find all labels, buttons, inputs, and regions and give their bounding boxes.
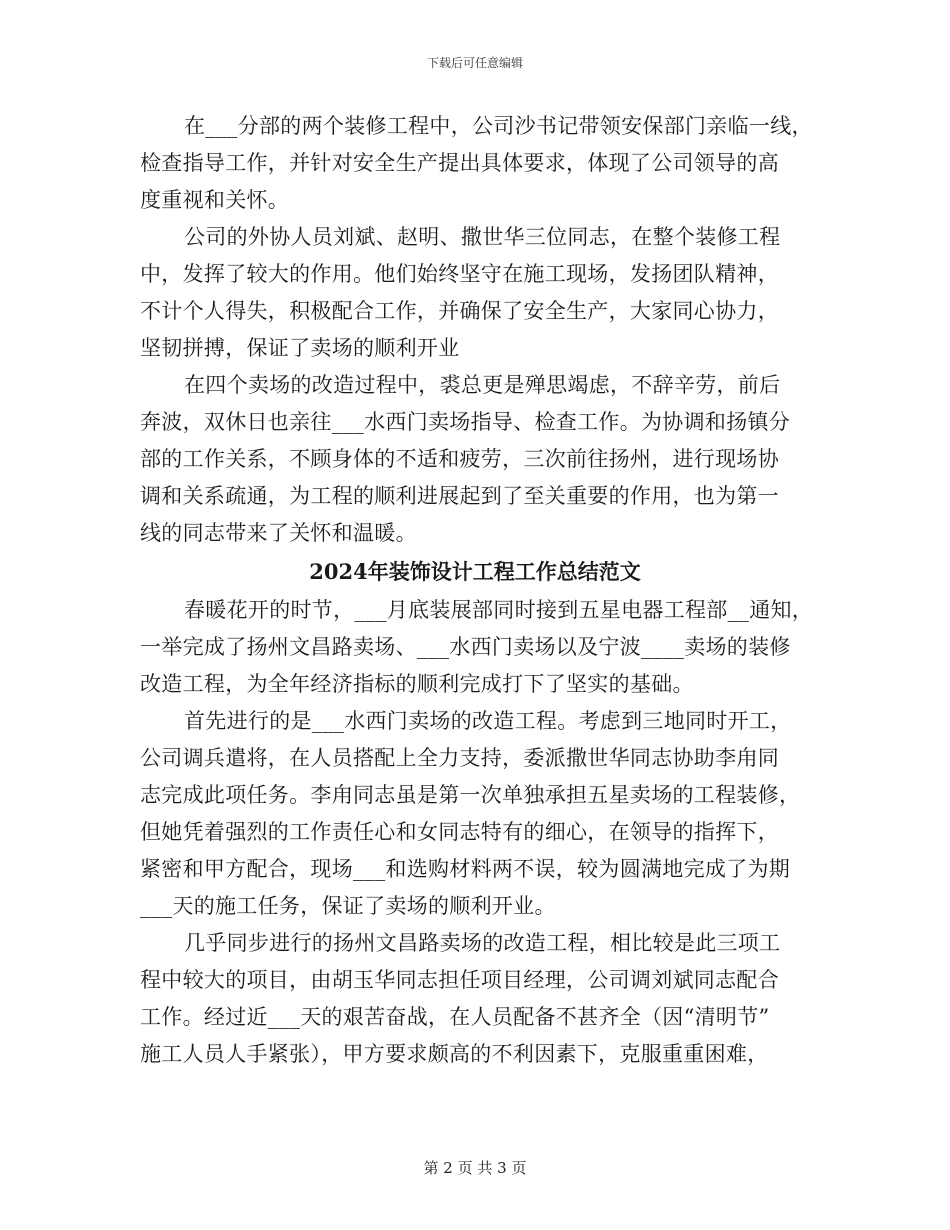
- paragraph-line: 几乎同步进行的扬州文昌路卖场的改造工程，相比较是此三项工: [184, 931, 781, 955]
- paragraph: [140, 367, 810, 552]
- paragraph-line: 度重视和关怀。: [140, 188, 290, 212]
- paragraph-line: 紧密和甲方配合，现场___和选购材料两不误，较为圆满地完成了为期: [140, 857, 791, 881]
- page-number: 第 2 页 共 3 页: [423, 1159, 527, 1177]
- paragraph-line: 工作。经过近___天的艰苦奋战，在人员配备不甚齐全（因“清明节”: [140, 1005, 770, 1029]
- paragraphs-bottom: [140, 592, 814, 1073]
- paragraph: [140, 925, 810, 1073]
- paragraph-line: 部的工作关系，不顾身体的不适和疲劳，三次前往扬州，进行现场协: [140, 447, 779, 471]
- paragraph-line: 调和关系疏通，为工程的顺利进展起到了至关重要的作用，也为第一: [140, 484, 779, 508]
- paragraph-line: ___天的施工任务，保证了卖场的顺利开业。: [140, 894, 556, 918]
- paragraph-line: 不计个人得失，积极配合工作，并确保了安全生产，大家同心协力，: [140, 299, 779, 323]
- paragraph-line: 志完成此项任务。李甪同志虽是第一次单独承担五星卖场的工程装修，: [140, 783, 801, 807]
- paragraph-line: 在___分部的两个装修工程中，公司沙书记带领安保部门亲临一线，: [184, 114, 813, 138]
- paragraph: [140, 592, 814, 703]
- paragraph: [140, 703, 810, 925]
- paragraph-line: 奔波，双休日也亲往___水西门卖场指导、检查工作。为协调和扬镇分: [140, 410, 791, 434]
- paragraph: [140, 108, 813, 219]
- document-body: [140, 108, 814, 1073]
- paragraph-line: 中，发挥了较大的作用。他们始终坚守在施工现场，发扬团队精神，: [140, 262, 779, 286]
- paragraph-line: 一举完成了扬州文昌路卖场、___水西门卖场以及宁波____卖场的装修: [140, 635, 791, 659]
- paragraph-line: 但她凭着强烈的工作责任心和女同志特有的细心，在领导的指挥下，: [140, 820, 779, 844]
- paragraph-line: 施工人员人手紧张），甲方要求颇高的不利因素下，克服重重困难，: [140, 1042, 769, 1066]
- paragraph-line: 首先进行的是___水西门卖场的改造工程。考虑到三地同时开工，: [184, 709, 792, 733]
- page-header-note: 下载后可任意编辑: [426, 56, 523, 70]
- section-title: 2024年装饰设计工程工作总结范文: [309, 559, 641, 584]
- paragraph: [140, 219, 810, 367]
- paragraph-line: 线的同志带来了关怀和温暖。: [140, 521, 417, 545]
- paragraphs-top: [140, 108, 813, 552]
- paragraph-line: 改造工程，为全年经济指标的顺利完成打下了坚实的基础。: [140, 672, 694, 696]
- paragraph-line: 坚韧拼搏，保证了卖场的顺利开业: [140, 336, 460, 360]
- paragraph-line: 程中较大的项目，由胡玉华同志担任项目经理，公司调刘斌同志配合: [140, 968, 779, 992]
- paragraph-line: 公司的外协人员刘斌、赵明、撒世华三位同志，在整个装修工程: [184, 225, 781, 249]
- paragraph-line: 检查指导工作，并针对安全生产提出具体要求，体现了公司领导的高: [140, 151, 779, 175]
- paragraph-line: 在四个卖场的改造过程中，裘总更是殚思竭虑，不辞辛劳，前后: [184, 373, 781, 397]
- paragraph-line: 公司调兵遣将，在人员搭配上全力支持，委派撒世华同志协助李甪同: [140, 746, 779, 770]
- paragraph-line: 春暖花开的时节，___月底装展部同时接到五星电器工程部__通知，: [184, 598, 814, 622]
